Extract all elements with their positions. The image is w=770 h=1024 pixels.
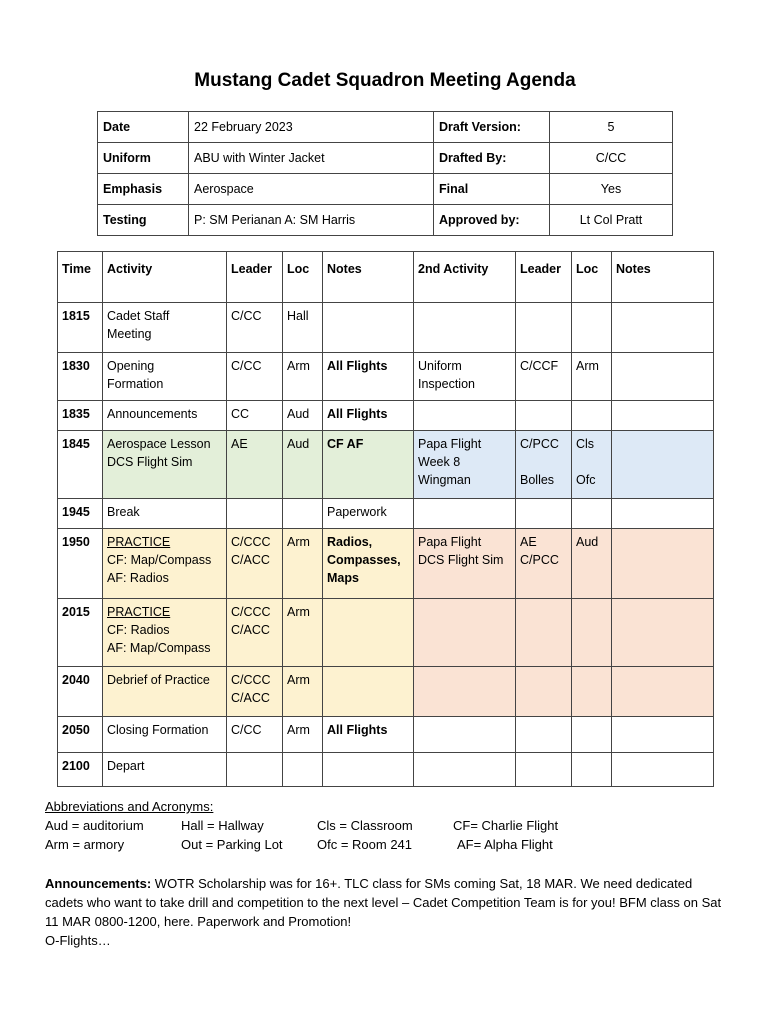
leader-cell-line: CC xyxy=(231,407,250,421)
activity-cell-line: Closing Formation xyxy=(107,723,209,737)
leader2-cell-line xyxy=(520,757,567,775)
notes2-cell xyxy=(612,499,714,529)
time-cell: 1950 xyxy=(58,529,103,599)
activity-cell-line: Cadet Staff xyxy=(107,309,170,323)
header-leader2: Leader xyxy=(516,252,572,303)
loc2-cell xyxy=(572,667,612,717)
activity-cell xyxy=(103,717,227,753)
info-label: Date xyxy=(98,112,189,143)
leader2-cell-line xyxy=(520,721,567,739)
abbr-item: Out = Parking Lot xyxy=(181,837,283,852)
table-row xyxy=(58,753,714,787)
notes-cell xyxy=(323,431,414,499)
info-value: ABU with Winter Jacket xyxy=(189,143,434,174)
activity2-cell xyxy=(414,667,516,717)
activity-cell xyxy=(103,667,227,717)
notes2-cell xyxy=(612,599,714,667)
time-cell: 1815 xyxy=(58,303,103,353)
notes-cell-line: Maps xyxy=(327,571,359,585)
abbreviations-section xyxy=(45,797,559,854)
activity-cell xyxy=(103,753,227,787)
leader2-cell xyxy=(516,717,572,753)
notes-cell-line xyxy=(327,671,409,689)
agenda-header-row xyxy=(58,252,714,303)
activity2-cell-line: Papa Flight xyxy=(418,535,482,549)
info-label2: Final xyxy=(434,174,550,205)
time-cell: 1830 xyxy=(58,353,103,401)
info-row-emphasis xyxy=(98,174,673,205)
announcements-label: Announcements: xyxy=(45,876,152,891)
info-label: Testing xyxy=(98,205,189,236)
loc-cell xyxy=(283,431,323,499)
activity2-cell xyxy=(414,353,516,401)
activity-cell-line: Break xyxy=(107,505,140,519)
info-label2: Drafted By: xyxy=(434,143,550,174)
notes-cell xyxy=(323,753,414,787)
leader2-cell xyxy=(516,667,572,717)
loc2-cell xyxy=(572,303,612,353)
leader2-cell xyxy=(516,353,572,401)
activity-cell-line: Debrief of Practice xyxy=(107,673,210,687)
agenda-table xyxy=(57,251,714,787)
leader2-cell xyxy=(516,431,572,499)
activity2-cell-line xyxy=(418,757,511,775)
loc-cell xyxy=(283,667,323,717)
loc2-cell-line xyxy=(576,503,607,521)
page-title: Mustang Cadet Squadron Meeting Agenda xyxy=(194,70,576,91)
notes2-cell xyxy=(612,529,714,599)
activity2-cell xyxy=(414,401,516,431)
info-label2: Draft Version: xyxy=(434,112,550,143)
loc-cell-line: Arm xyxy=(287,359,310,373)
leader2-cell-line xyxy=(520,405,567,423)
activity2-cell-line xyxy=(418,503,511,521)
notes2-cell xyxy=(612,431,714,499)
leader2-cell xyxy=(516,529,572,599)
info-row-date xyxy=(98,112,673,143)
activity2-cell-line: Uniform xyxy=(418,359,462,373)
table-row xyxy=(58,303,714,353)
leader-cell xyxy=(227,431,283,499)
notes2-cell xyxy=(612,303,714,353)
notes-cell xyxy=(323,717,414,753)
header-2nd-activity: 2nd Activity xyxy=(414,252,516,303)
activity-cell-line: Meeting xyxy=(107,327,152,341)
info-value2: C/CC xyxy=(550,143,673,174)
activity-cell-line: Aerospace Lesson xyxy=(107,437,211,451)
notes-cell-line xyxy=(327,757,409,775)
loc2-cell xyxy=(572,499,612,529)
time-cell: 1835 xyxy=(58,401,103,431)
loc-cell xyxy=(283,499,323,529)
activity-cell-line: CF: Map/Compass xyxy=(107,553,212,567)
notes-cell xyxy=(323,303,414,353)
leader2-cell xyxy=(516,499,572,529)
info-row-testing xyxy=(98,205,673,236)
activity2-cell-line xyxy=(418,603,511,621)
info-table xyxy=(97,111,673,236)
activity2-cell-line xyxy=(418,307,511,325)
loc-cell xyxy=(283,529,323,599)
notes-cell xyxy=(323,529,414,599)
notes-cell xyxy=(323,499,414,529)
info-value: Aerospace xyxy=(189,174,434,205)
activity2-cell-line: Week 8 xyxy=(418,455,461,469)
loc2-cell-line xyxy=(576,307,607,325)
notes2-cell xyxy=(612,353,714,401)
loc2-cell xyxy=(572,753,612,787)
leader-cell-line: AE xyxy=(231,437,248,451)
loc-cell-line: Arm xyxy=(287,723,310,737)
activity-cell-line: Announcements xyxy=(107,407,198,421)
loc-cell xyxy=(283,303,323,353)
activity-cell-line: Formation xyxy=(107,377,164,391)
table-row xyxy=(58,667,714,717)
info-label: Uniform xyxy=(98,143,189,174)
leader-cell-line: C/ACC xyxy=(231,623,270,637)
header-notes: Notes xyxy=(323,252,414,303)
header-time: Time xyxy=(58,252,103,303)
loc-cell-line: Hall xyxy=(287,309,309,323)
header-loc: Loc xyxy=(283,252,323,303)
notes-cell xyxy=(323,599,414,667)
info-value2: Lt Col Pratt xyxy=(550,205,673,236)
time-cell: 2050 xyxy=(58,717,103,753)
leader-cell xyxy=(227,599,283,667)
loc-cell xyxy=(283,717,323,753)
announcements-section xyxy=(45,874,725,950)
time-cell: 2040 xyxy=(58,667,103,717)
info-label2: Approved by: xyxy=(434,205,550,236)
activity-cell xyxy=(103,599,227,667)
notes-cell-line: Paperwork xyxy=(327,505,387,519)
notes2-cell xyxy=(612,401,714,431)
loc2-cell-line: Cls xyxy=(576,437,595,451)
activity-cell xyxy=(103,401,227,431)
leader-cell-line xyxy=(231,757,278,775)
activity2-cell xyxy=(414,529,516,599)
leader2-cell xyxy=(516,599,572,667)
loc2-cell-line: Ofc xyxy=(576,473,596,487)
info-row-uniform xyxy=(98,143,673,174)
abbr-item: AF= Alpha Flight xyxy=(457,837,553,852)
activity2-cell-line xyxy=(418,671,511,689)
header-loc2: Loc xyxy=(572,252,612,303)
activity2-cell xyxy=(414,599,516,667)
info-value2: Yes xyxy=(550,174,673,205)
activity-cell-line: Opening xyxy=(107,359,155,373)
loc-cell xyxy=(283,401,323,431)
time-cell: 1845 xyxy=(58,431,103,499)
notes-cell-line: CF AF xyxy=(327,437,364,451)
activity2-cell-line xyxy=(418,721,511,739)
leader-cell-line xyxy=(231,503,278,521)
activity-cell-line: DCS Flight Sim xyxy=(107,455,193,469)
leader2-cell-line: C/PCC xyxy=(520,553,559,567)
abbreviations-row xyxy=(45,816,559,835)
abbr-item: Hall = Hallway xyxy=(181,818,264,833)
abbr-item: Cls = Classroom xyxy=(317,818,413,833)
loc-cell-line: Arm xyxy=(287,535,310,549)
activity2-cell-line: Wingman xyxy=(418,473,471,487)
notes-cell-line xyxy=(327,307,409,325)
leader-cell xyxy=(227,667,283,717)
notes-cell xyxy=(323,667,414,717)
loc-cell-line: Aud xyxy=(287,437,310,451)
leader2-cell-line xyxy=(520,671,567,689)
activity-cell-line: CF: Radios xyxy=(107,623,170,637)
loc2-cell-line xyxy=(576,405,607,423)
loc2-cell-line xyxy=(576,453,607,471)
table-row xyxy=(58,599,714,667)
loc-cell-line xyxy=(287,757,318,775)
leader-cell xyxy=(227,753,283,787)
leader-cell-line: C/CC xyxy=(231,359,262,373)
activity2-cell xyxy=(414,303,516,353)
notes-cell xyxy=(323,401,414,431)
activity2-cell-line: Papa Flight xyxy=(418,437,482,451)
activity-cell-line: PRACTICE xyxy=(107,535,171,549)
time-cell: 2015 xyxy=(58,599,103,667)
loc-cell xyxy=(283,753,323,787)
time-cell: 1945 xyxy=(58,499,103,529)
leader2-cell-line xyxy=(520,503,567,521)
table-row xyxy=(58,401,714,431)
leader-cell xyxy=(227,303,283,353)
table-row xyxy=(58,717,714,753)
leader-cell-line: C/CCC xyxy=(231,535,271,549)
activity-cell-line: AF: Radios xyxy=(107,571,169,585)
loc2-cell-line: Arm xyxy=(576,359,599,373)
leader2-cell-line: Bolles xyxy=(520,473,555,487)
notes2-cell xyxy=(612,667,714,717)
leader2-cell xyxy=(516,401,572,431)
leader-cell-line: C/CCC xyxy=(231,673,271,687)
activity-cell-line: AF: Map/Compass xyxy=(107,641,211,655)
notes-cell-line xyxy=(327,603,409,621)
activity-cell xyxy=(103,303,227,353)
leader-cell xyxy=(227,717,283,753)
info-value: 22 February 2023 xyxy=(189,112,434,143)
activity2-cell xyxy=(414,499,516,529)
leader2-cell-line: AE xyxy=(520,535,537,549)
leader-cell-line: C/CCC xyxy=(231,605,271,619)
leader-cell xyxy=(227,529,283,599)
loc2-cell xyxy=(572,353,612,401)
activity2-cell-line: DCS Flight Sim xyxy=(418,553,504,567)
activity-cell xyxy=(103,353,227,401)
notes-cell-line: All Flights xyxy=(327,723,388,737)
notes-cell-line: All Flights xyxy=(327,359,388,373)
activity2-cell xyxy=(414,753,516,787)
loc2-cell xyxy=(572,401,612,431)
loc2-cell xyxy=(572,717,612,753)
header-notes2: Notes xyxy=(612,252,714,303)
activity2-cell xyxy=(414,717,516,753)
notes2-cell xyxy=(612,753,714,787)
leader-cell xyxy=(227,499,283,529)
loc-cell-line xyxy=(287,503,318,521)
table-row xyxy=(58,499,714,529)
loc-cell-line: Aud xyxy=(287,407,310,421)
loc-cell xyxy=(283,599,323,667)
table-row xyxy=(58,431,714,499)
abbr-item: CF= Charlie Flight xyxy=(453,818,559,833)
time-cell: 2100 xyxy=(58,753,103,787)
activity-cell-line: PRACTICE xyxy=(107,605,171,619)
activity2-cell xyxy=(414,431,516,499)
info-label: Emphasis xyxy=(98,174,189,205)
leader-cell xyxy=(227,353,283,401)
activity2-cell-line xyxy=(418,405,511,423)
leader2-cell-line: C/CCF xyxy=(520,359,559,373)
leader-cell xyxy=(227,401,283,431)
notes-cell-line: Radios, xyxy=(327,535,373,549)
loc2-cell xyxy=(572,431,612,499)
leader2-cell-line xyxy=(520,307,567,325)
leader2-cell-line: C/PCC xyxy=(520,437,559,451)
loc2-cell xyxy=(572,529,612,599)
loc2-cell-line: Aud xyxy=(576,535,599,549)
leader2-cell-line xyxy=(520,453,567,471)
oflights-text: O-Flights… xyxy=(45,933,111,948)
table-row xyxy=(58,353,714,401)
abbreviations-row xyxy=(45,835,553,854)
notes-cell xyxy=(323,353,414,401)
abbr-item: Aud = auditorium xyxy=(45,818,144,833)
info-value: P: SM Perianan A: SM Harris xyxy=(189,205,434,236)
leader2-cell-line xyxy=(520,603,567,621)
leader-cell-line: C/ACC xyxy=(231,691,270,705)
leader-cell-line: C/ACC xyxy=(231,553,270,567)
activity-cell xyxy=(103,529,227,599)
loc2-cell-line xyxy=(576,757,607,775)
notes-cell-line: All Flights xyxy=(327,407,388,421)
leader2-cell xyxy=(516,753,572,787)
table-row xyxy=(58,529,714,599)
loc2-cell-line xyxy=(576,721,607,739)
activity-cell xyxy=(103,431,227,499)
announcements-text: WOTR Scholarship was for 16+. TLC class for SMs coming Sat, 18 MAR. We need dedicated cadets who want to take drill and competition to the next level – Cadet Competition Team is for you! BFM class on Sat 11 MAR 0800-1200, here. Paperwork and Promotion! xyxy=(45,876,722,929)
info-value2: 5 xyxy=(550,112,673,143)
notes-cell-line: Compasses, xyxy=(327,553,401,567)
loc-cell xyxy=(283,353,323,401)
leader-cell-line: C/CC xyxy=(231,723,262,737)
activity-cell-line: Depart xyxy=(107,759,145,773)
loc2-cell-line xyxy=(576,671,607,689)
loc2-cell xyxy=(572,599,612,667)
notes2-cell xyxy=(612,717,714,753)
header-leader: Leader xyxy=(227,252,283,303)
activity2-cell-line: Inspection xyxy=(418,377,475,391)
abbreviations-heading: Abbreviations and Acronyms: xyxy=(45,799,214,814)
activity-cell xyxy=(103,499,227,529)
loc-cell-line: Arm xyxy=(287,673,310,687)
leader2-cell xyxy=(516,303,572,353)
loc-cell-line: Arm xyxy=(287,605,310,619)
loc2-cell-line xyxy=(576,603,607,621)
abbr-item: Ofc = Room 241 xyxy=(317,837,413,852)
leader-cell-line: C/CC xyxy=(231,309,262,323)
announcements-paragraph xyxy=(45,874,725,931)
abbr-item: Arm = armory xyxy=(45,837,125,852)
header-activity: Activity xyxy=(103,252,227,303)
